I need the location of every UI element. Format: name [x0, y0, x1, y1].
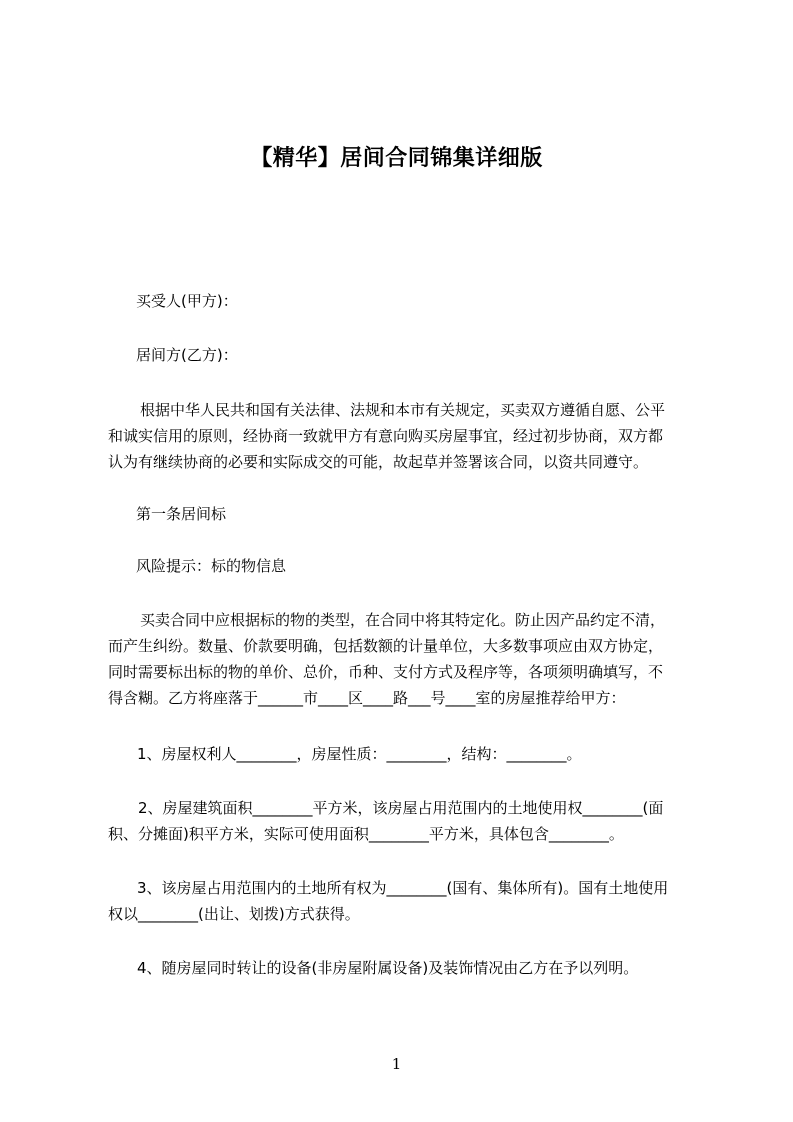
paragraph-line: 买卖合同中应根据标的物的类型，在合同中将其特定化。防止因产品约定不清，: [140, 611, 666, 629]
paragraph-line: 和诚实信用的原则，经协商一致就甲方有意向购买房屋事宜，经过初步协商，双方都: [108, 427, 664, 445]
page-number: 1: [391, 1055, 402, 1073]
paragraph-line: 权以________(出让、划拨)方式获得。: [108, 905, 360, 923]
paragraph-line: 3、该房屋占用范围内的土地所有权为________(国有、集体所有)。国有土地使用: [137, 879, 669, 897]
item-1: 1、房屋权利人________，房屋性质：________，结构：________。: [137, 745, 582, 763]
paragraph-line: 而产生纠纷。数量、价款要明确，包括数额的计量单位，大多数事项应由双方协定，: [108, 637, 664, 655]
buyer-label: 买受人(甲方)：: [136, 292, 238, 310]
paragraph-line: 2、房屋建筑面积________平方米，该房屋占用范围内的土地使用权________(面: [138, 799, 664, 817]
broker-label: 居间方(乙方)：: [136, 346, 238, 364]
paragraph-line: 同时需要标出标的物的单价、总价，币种、支付方式及程序等，各项须明确填写，不: [108, 663, 664, 681]
paragraph-line: 得含糊。乙方将座落于______市____区____路___号____室的房屋推荐给甲方：: [108, 689, 626, 707]
paragraph-line: 认为有继续协商的必要和实际成交的可能，故起草并签署该合同，以资共同遵守。: [108, 453, 649, 471]
risk-tip: 风险提示：标的物信息: [136, 557, 287, 575]
page-title: 【精华】居间合同锦集详细版: [250, 146, 543, 171]
paragraph-line: 积、分摊面)积平方米，实际可使用面积________平方米，具体包含________。: [108, 825, 624, 843]
item-4: 4、随房屋同时转让的设备(非房屋附属设备)及装饰情况由乙方在予以列明。: [137, 959, 639, 977]
paragraph-line: 根据中华人民共和国有关法律、法规和本市有关规定，买卖双方遵循自愿、公平: [140, 401, 666, 419]
article-heading: 第一条居间标: [136, 505, 227, 523]
